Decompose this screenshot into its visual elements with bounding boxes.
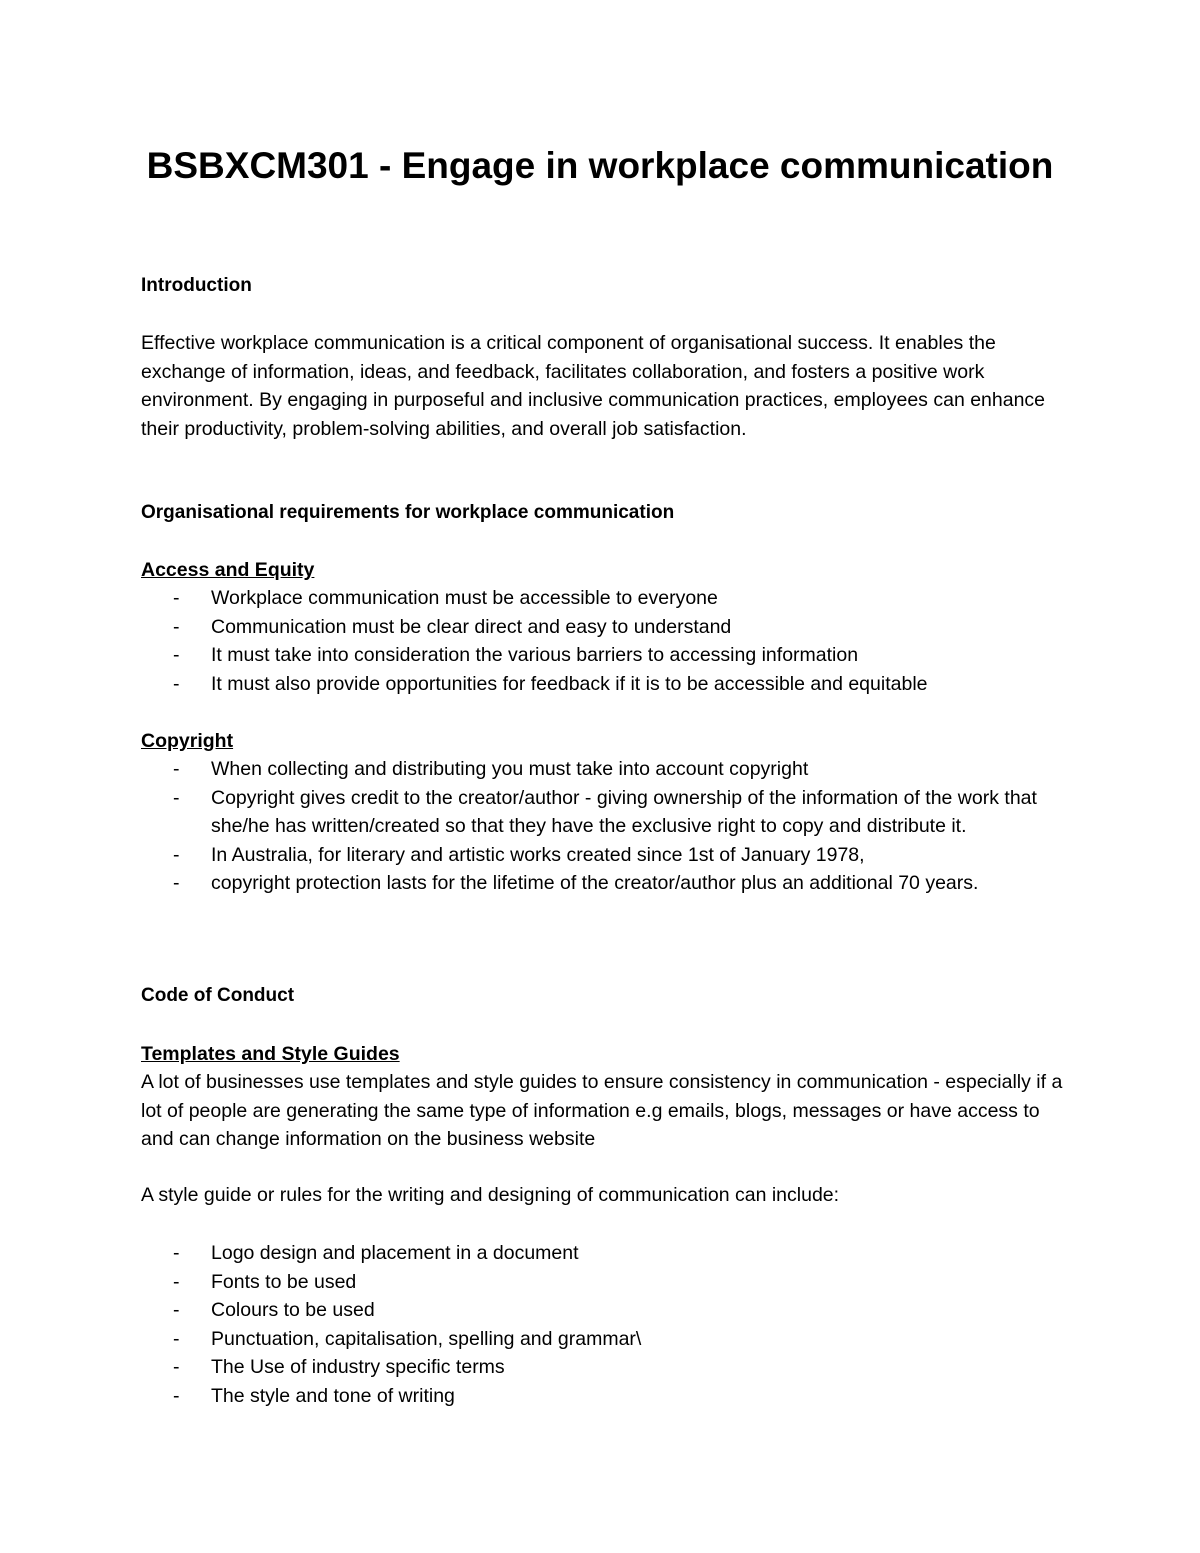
list-item [141,1382,1066,1411]
templates-paragraph: A lot of businesses use templates and style guides to ensure consistency in communication - especially if a lot of people are generating the same type of information e.g emails, blogs, messages or have access to and can change information on the business website [141,1071,1063,1151]
copyright-subheading: Copyright [141,730,234,752]
templates-style-guides-subheading: Templates and Style Guides [141,1043,400,1065]
list-item [141,613,1066,642]
list-item [141,670,1066,699]
list-item-text: In Australia, for literary and artistic works created since 1st of January 1978, [211,843,865,866]
bullet-dash: - [173,1270,180,1293]
list-item-text: The Use of industry specific terms [211,1356,505,1378]
list-item [141,584,1066,613]
code-of-conduct-heading: Code of Conduct [141,985,295,1006]
access-equity-list [141,584,1066,698]
bullet-dash: - [173,672,180,695]
bullet-dash: - [173,644,180,666]
list-item-text: It must take into consideration the various barriers to accessing information [211,644,859,666]
list-item-text: Copyright gives credit to the creator/author - giving ownership of the information of the work that she/he has written/created so that they have the exclusive right to copy and distribute it. [211,786,1037,837]
list-item [141,869,1066,898]
style-guide-list [141,1239,1066,1410]
bullet-dash: - [173,1299,180,1321]
list-item-text: Colours to be used [211,1299,375,1321]
list-item-text: Communication must be clear direct and easy to understand [211,615,732,638]
list-item [141,784,1066,841]
list-item-text: It must also provide opportunities for feedback if it is to be accessible and equitable [211,672,928,695]
list-item-text: The style and tone of writing [211,1384,455,1407]
document-title: BSBXCM301 - Engage in workplace communication [146,145,1054,186]
list-item [141,1296,1066,1325]
list-item-text: When collecting and distributing you must take into account copyright [211,758,809,780]
bullet-dash: - [173,587,180,609]
list-item [141,641,1066,670]
list-item-text: Fonts to be used [211,1270,357,1293]
bullet-dash: - [173,758,180,780]
style-guide-intro: A style guide or rules for the writing and designing of communication can include: [141,1184,840,1206]
bullet-dash: - [173,1327,180,1350]
bullet-dash: - [173,843,180,866]
introduction-heading: Introduction [141,275,252,296]
list-item [141,1325,1066,1354]
list-item-text: Logo design and placement in a document [211,1242,579,1264]
bullet-dash: - [173,1384,180,1407]
bullet-dash: - [173,872,180,894]
access-equity-subheading: Access and Equity [141,559,315,581]
bullet-dash: - [173,1242,180,1264]
list-item [141,841,1066,870]
list-item [141,1268,1066,1297]
bullet-dash: - [173,615,180,638]
bullet-dash: - [173,786,180,809]
introduction-paragraph: Effective workplace communication is a critical component of organisational success. It enables the exchange of information, ideas, and feedback, facilitates collaboration, and fosters a positive work environment. By engaging in purposeful and inclusive communication practices, employees can enhance their productivity, problem-solving abilities, and overall job satisfaction. [141,332,1046,440]
list-item-text: Punctuation, capitalisation, spelling and grammar\ [211,1327,642,1350]
list-item-text: copyright protection lasts for the lifetime of the creator/author plus an additional 70 years. [211,872,979,894]
list-item-text: Workplace communication must be accessible to everyone [211,587,718,609]
organisational-requirements-heading: Organisational requirements for workplace communication [141,502,675,523]
list-item [141,1353,1066,1382]
copyright-list [141,755,1066,898]
list-item [141,755,1066,784]
bullet-dash: - [173,1356,180,1378]
list-item [141,1239,1066,1268]
